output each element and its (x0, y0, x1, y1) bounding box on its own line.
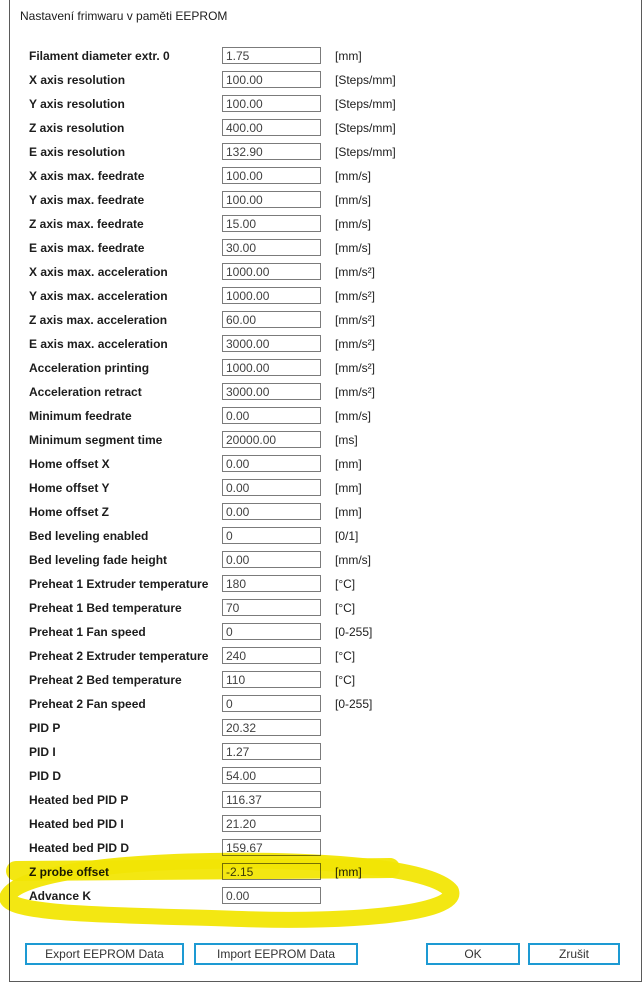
setting-label: Filament diameter extr. 0 (29, 49, 170, 63)
setting-label: Minimum feedrate (29, 409, 132, 423)
setting-label: X axis max. feedrate (29, 169, 145, 183)
setting-input[interactable] (222, 191, 321, 208)
setting-label: Z probe offset (29, 865, 109, 879)
setting-input[interactable] (222, 239, 321, 256)
setting-unit: [mm] (335, 505, 362, 519)
setting-unit: [mm/s] (335, 217, 371, 231)
setting-label: Bed leveling fade height (29, 553, 168, 567)
setting-label: Z axis max. acceleration (29, 313, 168, 327)
setting-label: Home offset Y (29, 481, 110, 495)
setting-unit: [°C] (335, 673, 356, 687)
setting-input[interactable] (222, 167, 321, 184)
setting-unit: [mm/s²] (335, 313, 375, 327)
setting-label: PID I (29, 745, 56, 759)
setting-label: Acceleration retract (29, 385, 142, 399)
setting-label: PID P (29, 721, 61, 735)
setting-row (10, 599, 641, 623)
setting-row (10, 719, 641, 743)
setting-input[interactable] (222, 815, 321, 832)
setting-unit: [mm/s] (335, 169, 371, 183)
setting-input[interactable] (222, 719, 321, 736)
setting-unit: [Steps/mm] (335, 97, 396, 111)
setting-label: PID D (29, 769, 62, 783)
setting-row (10, 239, 641, 263)
setting-input[interactable] (222, 791, 321, 808)
setting-input[interactable] (222, 47, 321, 64)
settings-rows (10, 47, 641, 911)
setting-label: Y axis max. acceleration (29, 289, 168, 303)
setting-input[interactable] (222, 431, 321, 448)
setting-row (10, 743, 641, 767)
setting-unit: [0-255] (335, 697, 373, 711)
setting-row (10, 671, 641, 695)
setting-row (10, 695, 641, 719)
setting-row (10, 167, 641, 191)
setting-input[interactable] (222, 671, 321, 688)
setting-unit: [Steps/mm] (335, 121, 396, 135)
setting-row (10, 119, 641, 143)
setting-label: Bed leveling enabled (29, 529, 149, 543)
setting-input[interactable] (222, 335, 321, 352)
dialog-title: Nastavení frimwaru v paměti EEPROM (20, 9, 228, 23)
setting-label: Preheat 1 Fan speed (29, 625, 146, 639)
setting-input[interactable] (222, 455, 321, 472)
setting-row (10, 479, 641, 503)
setting-row (10, 503, 641, 527)
setting-input[interactable] (222, 95, 321, 112)
setting-unit: [Steps/mm] (335, 145, 396, 159)
import-eeprom-button[interactable]: Import EEPROM Data (194, 943, 358, 965)
setting-row (10, 839, 641, 863)
cancel-button[interactable]: Zrušit (528, 943, 620, 965)
setting-input[interactable] (222, 263, 321, 280)
setting-row (10, 407, 641, 431)
setting-unit: [°C] (335, 649, 356, 663)
setting-input[interactable] (222, 383, 321, 400)
setting-label: Y axis max. feedrate (29, 193, 145, 207)
setting-input[interactable] (222, 575, 321, 592)
setting-label: E axis max. feedrate (29, 241, 145, 255)
eeprom-settings-dialog (9, 0, 642, 982)
setting-row (10, 47, 641, 71)
setting-row (10, 455, 641, 479)
setting-row (10, 383, 641, 407)
export-eeprom-button[interactable]: Export EEPROM Data (25, 943, 184, 965)
setting-label: Preheat 1 Extruder temperature (29, 577, 209, 591)
setting-row (10, 95, 641, 119)
setting-unit: [mm/s] (335, 553, 371, 567)
setting-unit: [ms] (335, 433, 358, 447)
setting-row (10, 575, 641, 599)
setting-input[interactable] (222, 407, 321, 424)
setting-row (10, 287, 641, 311)
setting-label: Preheat 2 Fan speed (29, 697, 146, 711)
setting-unit: [mm/s²] (335, 361, 375, 375)
setting-input[interactable] (222, 71, 321, 88)
setting-input[interactable] (222, 479, 321, 496)
setting-input[interactable] (222, 743, 321, 760)
setting-unit: [mm] (335, 865, 362, 879)
setting-unit: [mm/s²] (335, 385, 375, 399)
setting-input[interactable] (222, 551, 321, 568)
setting-label: Heated bed PID I (29, 817, 124, 831)
setting-input[interactable] (222, 887, 321, 904)
setting-label: Y axis resolution (29, 97, 125, 111)
setting-input[interactable] (222, 647, 321, 664)
setting-unit: [°C] (335, 601, 356, 615)
setting-row (10, 215, 641, 239)
setting-unit: [mm/s] (335, 409, 371, 423)
setting-row (10, 623, 641, 647)
setting-row (10, 431, 641, 455)
setting-label: X axis resolution (29, 73, 126, 87)
setting-row (10, 527, 641, 551)
setting-label: Advance K (29, 889, 92, 903)
setting-input[interactable] (222, 839, 321, 856)
setting-input[interactable] (222, 215, 321, 232)
setting-row (10, 815, 641, 839)
setting-row (10, 71, 641, 95)
setting-row (10, 335, 641, 359)
setting-unit: [mm] (335, 481, 362, 495)
setting-input[interactable] (222, 767, 321, 784)
ok-button[interactable]: OK (426, 943, 520, 965)
setting-label: Minimum segment time (29, 433, 163, 447)
setting-unit: [mm/s] (335, 241, 371, 255)
setting-label: Preheat 1 Bed temperature (29, 601, 182, 615)
setting-label: Z axis resolution (29, 121, 125, 135)
setting-unit: [mm] (335, 49, 362, 63)
setting-unit: [0/1] (335, 529, 359, 543)
setting-label: E axis resolution (29, 145, 126, 159)
setting-row (10, 359, 641, 383)
setting-unit: [mm] (335, 457, 362, 471)
setting-row (10, 551, 641, 575)
setting-input[interactable] (222, 623, 321, 640)
setting-label: Z axis max. feedrate (29, 217, 144, 231)
setting-input[interactable] (222, 863, 321, 880)
setting-row (10, 863, 641, 887)
setting-input[interactable] (222, 359, 321, 376)
setting-row (10, 887, 641, 911)
setting-label: Acceleration printing (29, 361, 150, 375)
setting-unit: [mm/s²] (335, 289, 375, 303)
setting-input[interactable] (222, 143, 321, 160)
setting-label: Preheat 2 Extruder temperature (29, 649, 209, 663)
setting-input[interactable] (222, 599, 321, 616)
setting-label: Heated bed PID P (29, 793, 129, 807)
setting-unit: [mm/s²] (335, 337, 375, 351)
setting-row (10, 647, 641, 671)
setting-unit: [Steps/mm] (335, 73, 396, 87)
setting-input[interactable] (222, 287, 321, 304)
setting-row (10, 311, 641, 335)
setting-row (10, 143, 641, 167)
setting-unit: [0-255] (335, 625, 373, 639)
setting-label: Home offset X (29, 457, 110, 471)
setting-input[interactable] (222, 695, 321, 712)
setting-unit: [mm/s] (335, 193, 371, 207)
setting-label: Home offset Z (29, 505, 110, 519)
setting-label: X axis max. acceleration (29, 265, 168, 279)
setting-row (10, 791, 641, 815)
setting-label: Heated bed PID D (29, 841, 130, 855)
setting-input[interactable] (222, 503, 321, 520)
setting-row (10, 191, 641, 215)
setting-label: E axis max. acceleration (29, 337, 168, 351)
setting-unit: [mm/s²] (335, 265, 375, 279)
setting-input[interactable] (222, 119, 321, 136)
setting-row (10, 263, 641, 287)
setting-unit: [°C] (335, 577, 356, 591)
setting-input[interactable] (222, 527, 321, 544)
setting-input[interactable] (222, 311, 321, 328)
setting-row (10, 767, 641, 791)
setting-label: Preheat 2 Bed temperature (29, 673, 182, 687)
